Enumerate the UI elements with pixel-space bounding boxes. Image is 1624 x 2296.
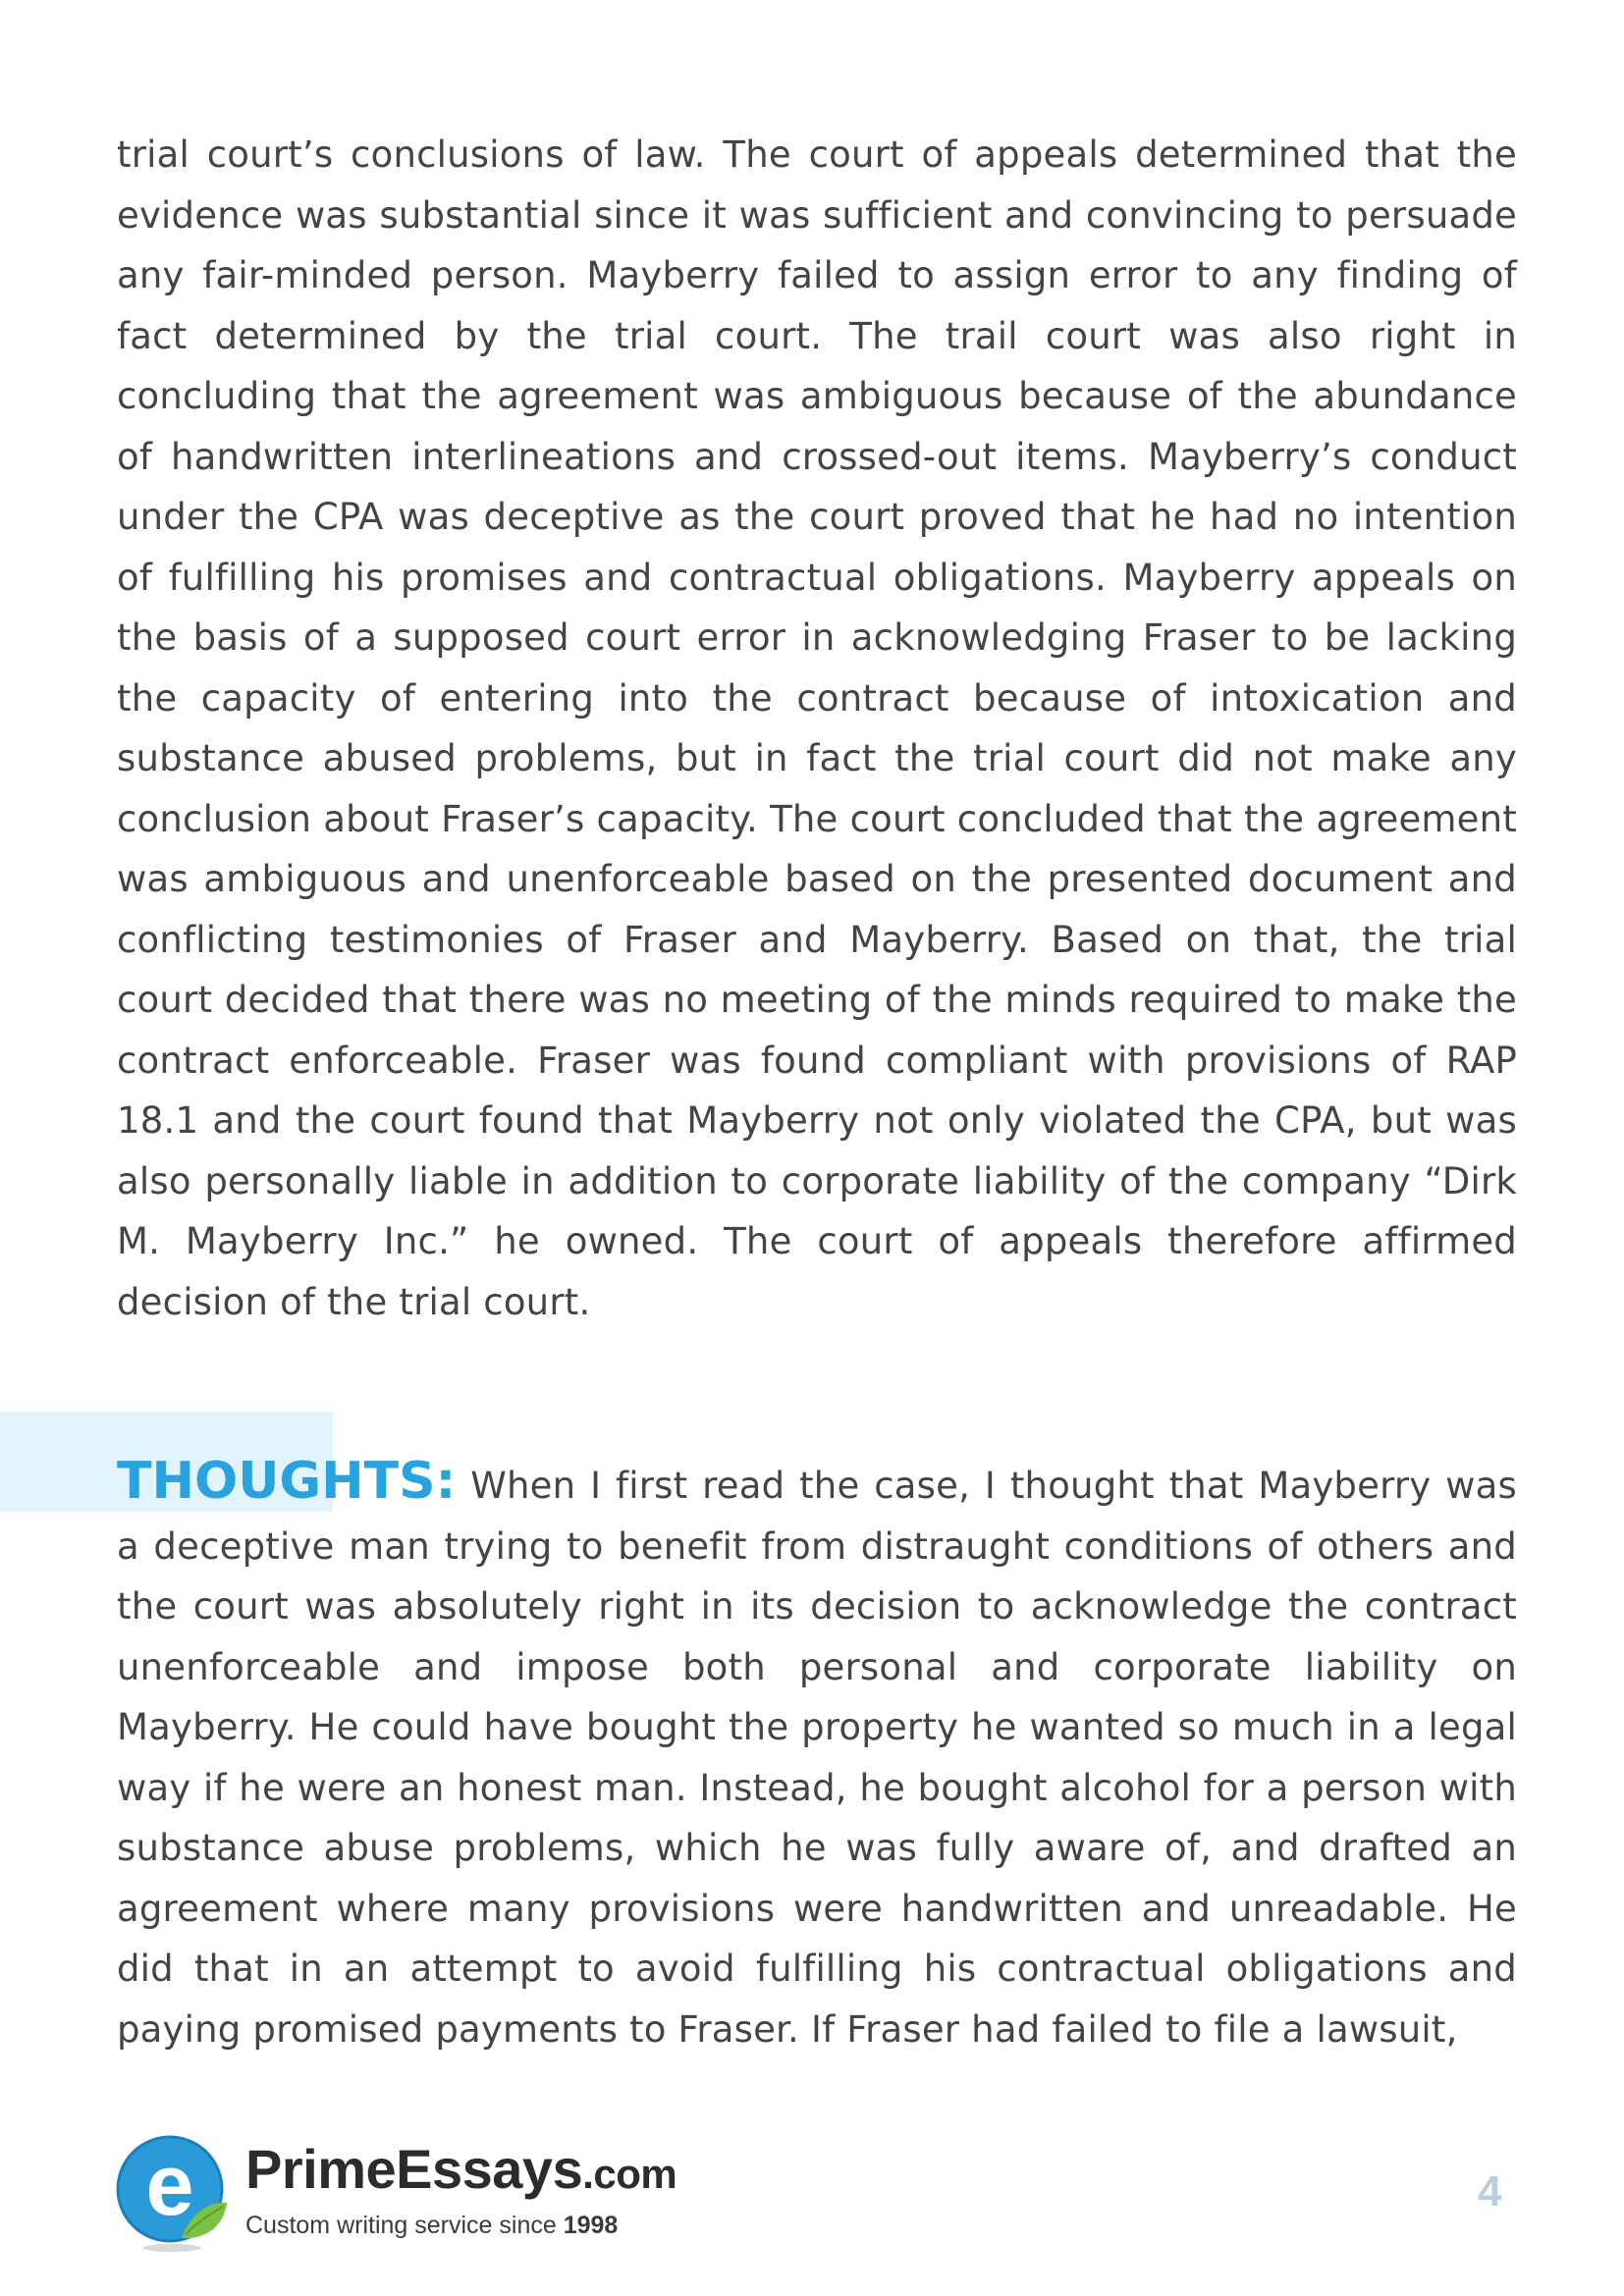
- thoughts-paragraph: [117, 1452, 1517, 2059]
- page-number: 4: [1478, 2167, 1502, 2216]
- body-paragraph-1: trial court’s conclusions of law. The court of appeals determined that the evidence was substantial since it was sufficient and convincing to persuade any fair-minded person. Mayberry failed to assign error to any finding of fact determined by the trial court. The trail court was also right in concluding that the agreement was ambiguous because of the abundance of handwritten interlineations and crossed-out items. Mayberry’s conduct under the CPA was deceptive as the court proved that he had no intention of fulfilling his promises and contractual obligations. Mayberry appeals on the basis of a supposed court error in acknowledging Fraser to be lacking the capacity of entering into the contract because of intoxication and substance abused problems, but in fact the trial court did not make any conclusion about Fraser’s capacity. The court concluded that the agreement was ambiguous and unenforceable based on the presented document and conflicting testimonies of Fraser and Mayberry. Based on that, the trial court decided that there was no meeting of the minds required to make the contract enforceable. Fraser was found compliant with provisions of RAP 18.1 and the court found that Mayberry not only violated the CPA, but was also personally liable in addition to corporate liability of the company “Dirk M. Mayberry Inc.” he owned. The court of appeals therefore affirmed decision of the trial court.: [117, 133, 1517, 1323]
- tagline-text: Custom writing service since: [245, 2212, 564, 2239]
- brand-tagline: [245, 2212, 618, 2240]
- tagline-year: 1998: [563, 2212, 619, 2239]
- brand-name: [245, 2137, 677, 2201]
- brand-name-suffix: .com: [582, 2151, 677, 2197]
- logo-letter: e: [145, 2136, 194, 2233]
- thoughts-label: THOUGHTS:: [117, 1452, 457, 1511]
- thoughts-text: When I first read the case, I thought that Mayberry was a deceptive man trying to benefit from distraught conditions of others and the court was absolutely right in its decision to acknowledge the contract unenforceable and impose both personal and corporate liability on Mayberry. He could have bought the property he wanted so much in a legal way if he were an honest man. Instead, he bought alcohol for a person with substance abuse problems, which he was fully aware of, and drafted an agreement where many provisions were handwritten and unreadable. He did that in an attempt to avoid fulfilling his contractual obligations and paying promised payments to Fraser. If Fraser had failed to file a lawsuit,: [117, 1465, 1517, 2051]
- prime-essays-logo-icon: [115, 2132, 229, 2254]
- brand-name-main: PrimeEssays: [245, 2138, 583, 2200]
